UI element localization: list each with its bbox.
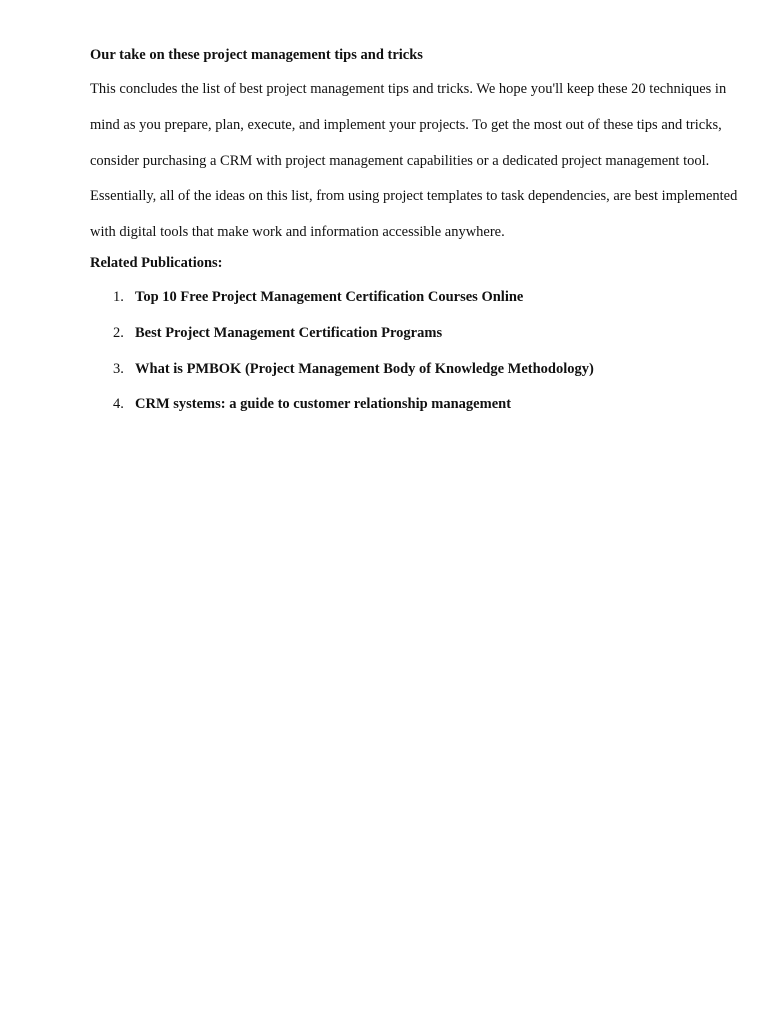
related-publications-heading: Related Publications: <box>90 254 223 271</box>
list-item-number: 2. <box>113 324 124 341</box>
list-item-number: 1. <box>113 288 124 305</box>
section-heading: Our take on these project management tips and tricks <box>90 47 423 63</box>
list-item-number: 4. <box>113 396 124 413</box>
document-content <box>90 44 750 423</box>
publication-link[interactable]: What is PMBOK (Project Management Body of Knowledge Methodology) <box>135 360 594 377</box>
publication-link[interactable]: Best Project Management Certification Programs <box>135 324 443 341</box>
list-item-number: 3. <box>113 360 124 377</box>
body-paragraph: This concludes the list of best project management tips and tricks. We hope you'll keep these 20 techniques in mind as you prepare, plan, execute, and implement your projects. To get the most out of these tips and tricks, consider purchasing a CRM with project management capabilities or a dedicated project management tool. Essentially, all of the ideas on this list, from using project templates to task dependencies, are best implemented with digital tools that make work and information accessible anywhere. <box>90 81 738 241</box>
list-item <box>90 322 750 344</box>
publication-link[interactable]: CRM systems: a guide to customer relationship management <box>135 396 512 413</box>
list-item <box>90 358 750 380</box>
publication-link[interactable]: Top 10 Free Project Management Certification Courses Online <box>135 288 524 305</box>
list-item <box>90 393 750 415</box>
related-publications-list <box>90 286 750 415</box>
list-item <box>90 286 750 308</box>
